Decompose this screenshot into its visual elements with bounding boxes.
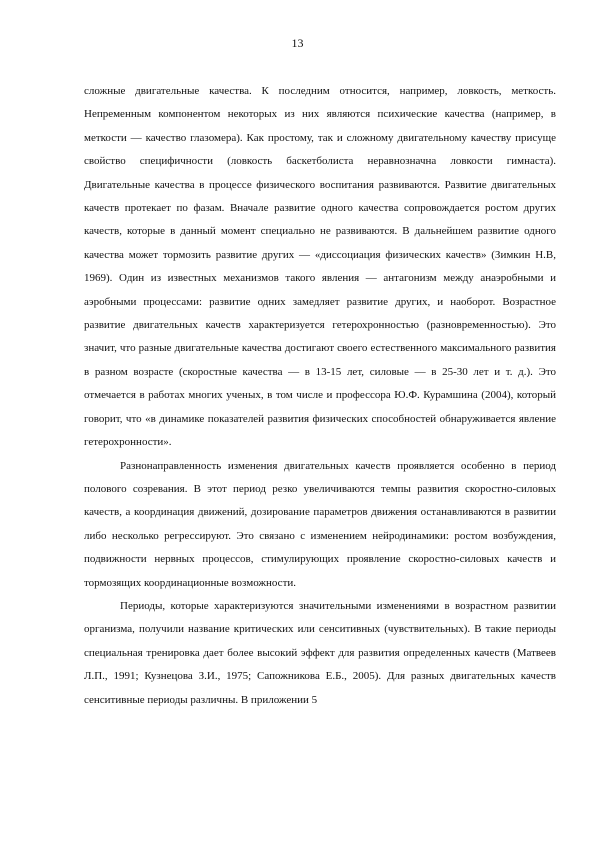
page-number: 13 xyxy=(291,36,304,50)
paragraph-puberty-period: Разнонаправленность изменения двигательных качеств проявляется особенно в период полового созревания. В этот период резко увеличиваются темпы развития скоростно-силовых качеств, а координация движений, дозирование параметров движения останавливаются в развитии либо несколько регрессируют. Это связано с изменением нейродинамики: ростом возбуждения, подвижности нервных процессов, стимулирующих проявление скоростно-силовых качеств и тормозящих координационные возможности. xyxy=(84,459,556,589)
document-body xyxy=(84,80,556,712)
paragraph-motor-qualities: сложные двигательные качества. К последним относится, например, ловкость, меткость. Непременным компонентом некоторых из них являются психические качества (например, в меткости — качество глазомера). Как простому, так и сложному двигательному качеству присуще свойство специфичности (ловкость баскетболиста неравнозначна ловкости гимнаста). Двигательные качества в процессе физического воспитания развиваются. Развитие двигательных качеств протекает по фазам. Вначале развитие одного качества сопровождается ростом других качеств, которые в данный момент специально не развиваются. В дальнейшем развитие одного качества может тормозить развитие других — «диссоциация физических качеств» (Зимкин Н.В, 1969). Один из известных механизмов такого явления — антагонизм между анаэробными и аэробными процессами: развитие одних замедляет развитие других, и наоборот. Возрастное развитие двигательных качеств характеризуется гетерохронностью (разновременностью). Это значит, что разные двигательные качества достигают своего естественного максимального развития в разном возрасте (скоростные качества — в 13-15 лет, силовые — в 25-30 лет и т. д.). Это отмечается в работах многих ученых, в том числе и профессора Ю.Ф. Курамшина (2004), который говорит, что «в динамике показателей развития физических способностей обнаруживается явление гетерохронности». xyxy=(84,85,556,449)
paragraph-sensitive-periods: Периоды, которые характеризуются значительными изменениями в возрастном развитии организма, получили название критических или сенситивных (чувствительных). В такие периоды специальная тренировка дает более высокий эффект для развития определенных качеств (Матвеев Л.П., 1991; Кузнецова З.И., 1975; Сапожникова Е.Б., 2005). Для разных двигательных качеств сенситивные периоды различны. В приложении 5 xyxy=(84,599,556,706)
